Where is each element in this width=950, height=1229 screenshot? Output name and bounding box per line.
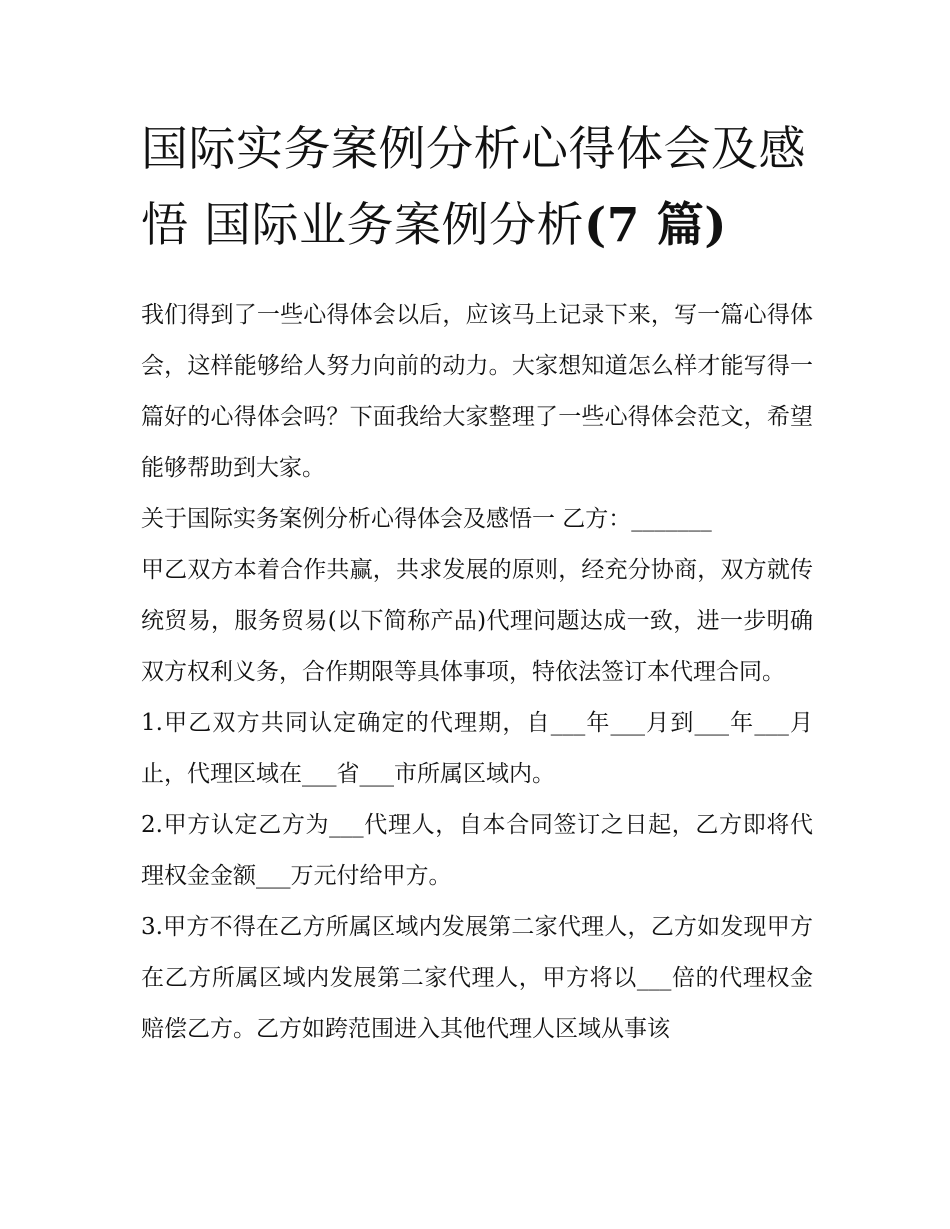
title-main-text: 国际实务案例分析心得体会及感悟 国际业务案例分析 <box>141 122 806 253</box>
section-heading-paragraph: 关于国际实务案例分析心得体会及感悟一 乙方：_______ <box>141 506 712 532</box>
title-count-text: (7 篇) <box>583 198 727 253</box>
document-title <box>141 112 813 264</box>
clause-2-paragraph: 2.甲方认定乙方为___代理人，自本合同签订之日起，乙方即将代理权金金额___万元付给甲方。 <box>141 812 813 889</box>
clause-1-paragraph: 1.甲乙双方共同认定确定的代理期，自___年___月到___年___月止，代理区域在___省___市所属区域内。 <box>141 710 813 787</box>
document-page <box>141 112 813 1055</box>
contract-preamble-paragraph: 甲乙双方本着合作共赢，共求发展的原则，经充分协商，双方就传统贸易，服务贸易(以下简称产品)代理问题达成一致，进一步明确双方权利义务，合作期限等具体事项，特依法签订本代理合同。 <box>141 557 813 685</box>
intro-paragraph: 我们得到了一些心得体会以后，应该马上记录下来，写一篇心得体会，这样能够给人努力向前的动力。大家想知道怎么样才能写得一篇好的心得体会吗？下面我给大家整理了一些心得体会范文，希望能够帮助到大家。 <box>141 302 813 481</box>
clause-3-paragraph: 3.甲方不得在乙方所属区域内发展第二家代理人，乙方如发现甲方在乙方所属区域内发展第二家代理人，甲方将以___倍的代理权金赔偿乙方。乙方如跨范围进入其他代理人区域从事该 <box>141 914 813 1042</box>
